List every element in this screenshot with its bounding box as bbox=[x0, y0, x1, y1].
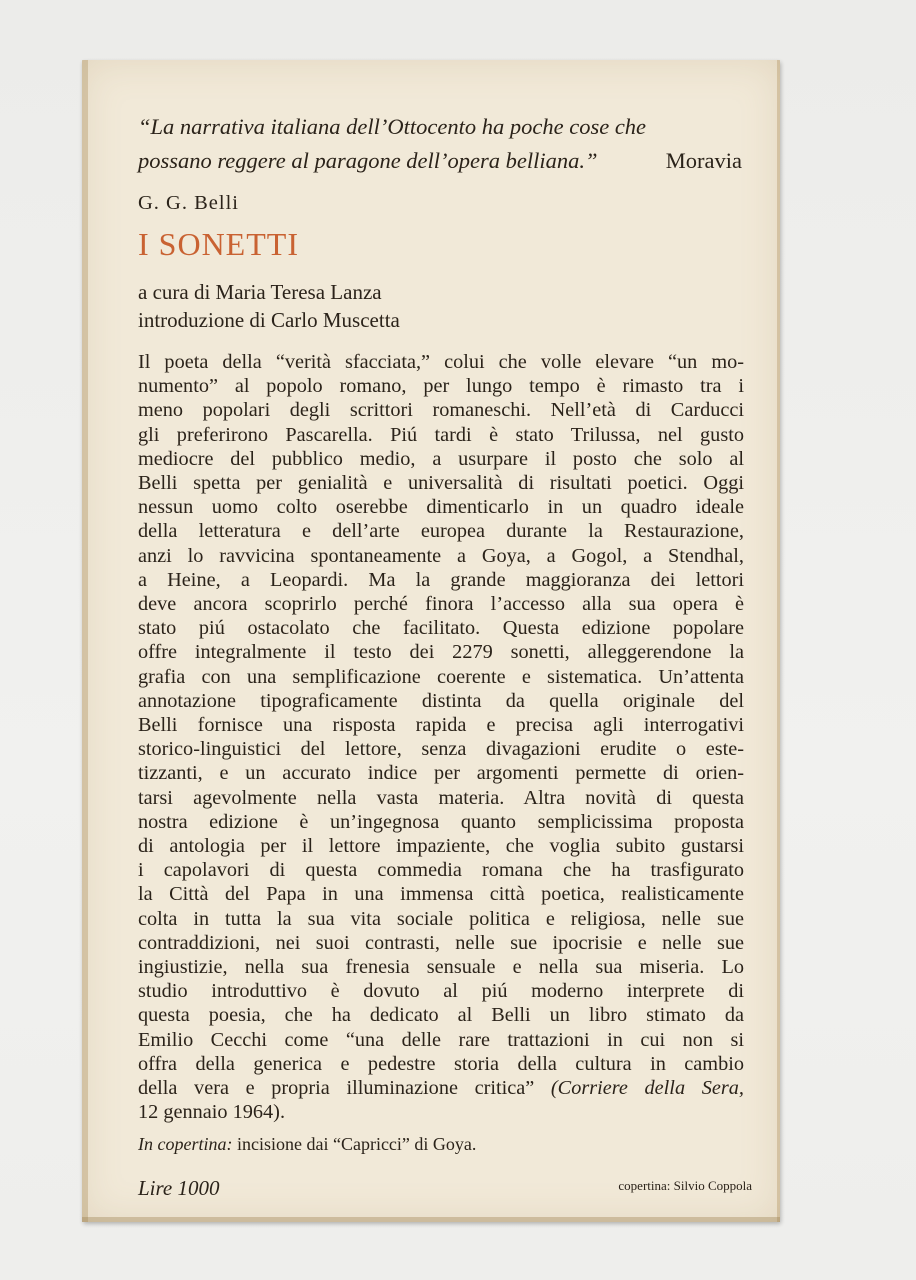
blurb-line: annotazione tipograficamente distinta da quella originale del bbox=[138, 689, 744, 712]
blurb-line: questa poesia, che ha dedicato al Belli un libro stimato da bbox=[138, 1004, 744, 1027]
blurb-line: i capolavori di questa commedia romana che ha trasfigurato bbox=[138, 859, 744, 882]
blurb-line: storico-linguistici del lettore, senza divagazioni erudite o este- bbox=[138, 738, 744, 761]
epigraph-quote bbox=[138, 110, 744, 178]
editor-credit: a cura di Maria Teresa Lanza bbox=[138, 280, 382, 304]
cover-illustration-note bbox=[138, 1131, 744, 1157]
cover-designer-credit: copertina: Silvio Coppola bbox=[618, 1177, 752, 1193]
cover-left-edge bbox=[82, 60, 88, 1222]
blurb-line: Il poeta della “verità sfacciata,” colui che volle elevare “un mo- bbox=[138, 351, 744, 373]
blurb-line: mediocre del pubblico medio, a usurpare il posto che solo al bbox=[138, 447, 744, 470]
quote-line-1: “La narrativa italiana dell’Ottocento ha poche cose che bbox=[138, 114, 647, 139]
blurb-line: nostra edizione è un’ingegnosa quanto semplicissima proposta bbox=[138, 810, 744, 833]
blurb-line: contraddizioni, nei suoi contrasti, nelle sue ipocrisie e nelle sue bbox=[138, 931, 744, 954]
blurb-line: a Heine, a Leopardi. Ma la grande maggioranza dei lettori bbox=[138, 568, 744, 591]
cover-note-text: incisione dai “Capricci” di Goya. bbox=[236, 1133, 477, 1154]
blurb-line: meno popolari degli scrittori romaneschi. Nell’età di Carducci bbox=[138, 399, 744, 422]
blurb-line: della letteratura e dell’arte europea durante la Restaurazione, bbox=[138, 520, 744, 543]
cover-bottom-edge bbox=[82, 1217, 780, 1222]
blurb-line: offre integralmente il testo dei 2279 sonetti, alleggerendone la bbox=[138, 641, 744, 664]
blurb-line: tizzanti, e un accurato indice per argomenti permette di orien- bbox=[138, 762, 744, 785]
blurb-text bbox=[138, 350, 744, 1125]
book-title: I SONETTI bbox=[138, 226, 299, 262]
blurb-line: stato piú ostacolato che facilitato. Questa edizione popolare bbox=[138, 617, 744, 640]
quote-attribution: Moravia bbox=[665, 148, 742, 173]
introduction-credit: introduzione di Carlo Muscetta bbox=[138, 308, 400, 332]
book-back-cover bbox=[82, 60, 780, 1222]
blurb-line: numento” al popolo romano, per lungo tempo è rimasto tra i bbox=[138, 375, 744, 398]
blurb-line-text: della vera e propria illuminazione critica” bbox=[138, 1077, 535, 1100]
blurb-line: deve ancora scoprirlo perché finora l’accesso alla sua opera è bbox=[138, 593, 744, 616]
blurb-line: Belli spetta per genialità e universalità di risultati poetici. Oggi bbox=[138, 472, 744, 495]
blurb-line: ingiustizie, nella sua frenesia sensuale e nella sua miseria. Lo bbox=[138, 956, 744, 979]
back-cover-text bbox=[138, 110, 752, 1203]
source-citation: (Corriere della Sera, bbox=[550, 1077, 744, 1100]
blurb-line bbox=[138, 1076, 744, 1100]
blurb-line: Emilio Cecchi come “una delle rare trattazioni in cui non si bbox=[138, 1028, 744, 1051]
blurb-line: studio introduttivo è dovuto al piú moderno interprete di bbox=[138, 980, 744, 1003]
cover-right-edge bbox=[777, 60, 780, 1222]
blurb-line: anzi lo ravvicina spontaneamente a Goya, a Gogol, a Stendhal, bbox=[138, 544, 744, 567]
blurb-line: colta in tutta la sua vita sociale politica e religiosa, nelle sue bbox=[138, 907, 744, 930]
quote-line-2: possano reggere al paragone dell’opera belliana.” bbox=[138, 148, 598, 173]
blurb-line: gli preferirono Pascarella. Piú tardi è stato Trilussa, nel gusto bbox=[138, 423, 744, 446]
blurb-line: tarsi agevolmente nella vasta materia. Altra novità di questa bbox=[138, 786, 744, 809]
book-author: G. G. Belli bbox=[138, 192, 239, 214]
price-row bbox=[138, 1173, 752, 1203]
cover-note-label: In copertina: bbox=[138, 1133, 233, 1154]
blurb-line: nessun uomo colto oserebbe dimenticarlo in un quadro ideale bbox=[138, 496, 744, 519]
blurb-line: offra della generica e pedestre storia della cultura in cambio bbox=[138, 1052, 744, 1075]
blurb-line: la Città del Papa in una immensa città poetica, realisticamente bbox=[138, 883, 744, 906]
blurb-line: grafia con una semplificazione coerente e sistematica. Un’attenta bbox=[138, 665, 744, 688]
blurb-line: Belli fornisce una risposta rapida e precisa agli interrogativi bbox=[138, 714, 744, 737]
blurb-line: di antologia per il lettore impaziente, che voglia subito gustarsi bbox=[138, 835, 744, 858]
blurb-line: 12 gennaio 1964). bbox=[138, 1101, 286, 1124]
price: Lire 1000 bbox=[138, 1175, 220, 1200]
